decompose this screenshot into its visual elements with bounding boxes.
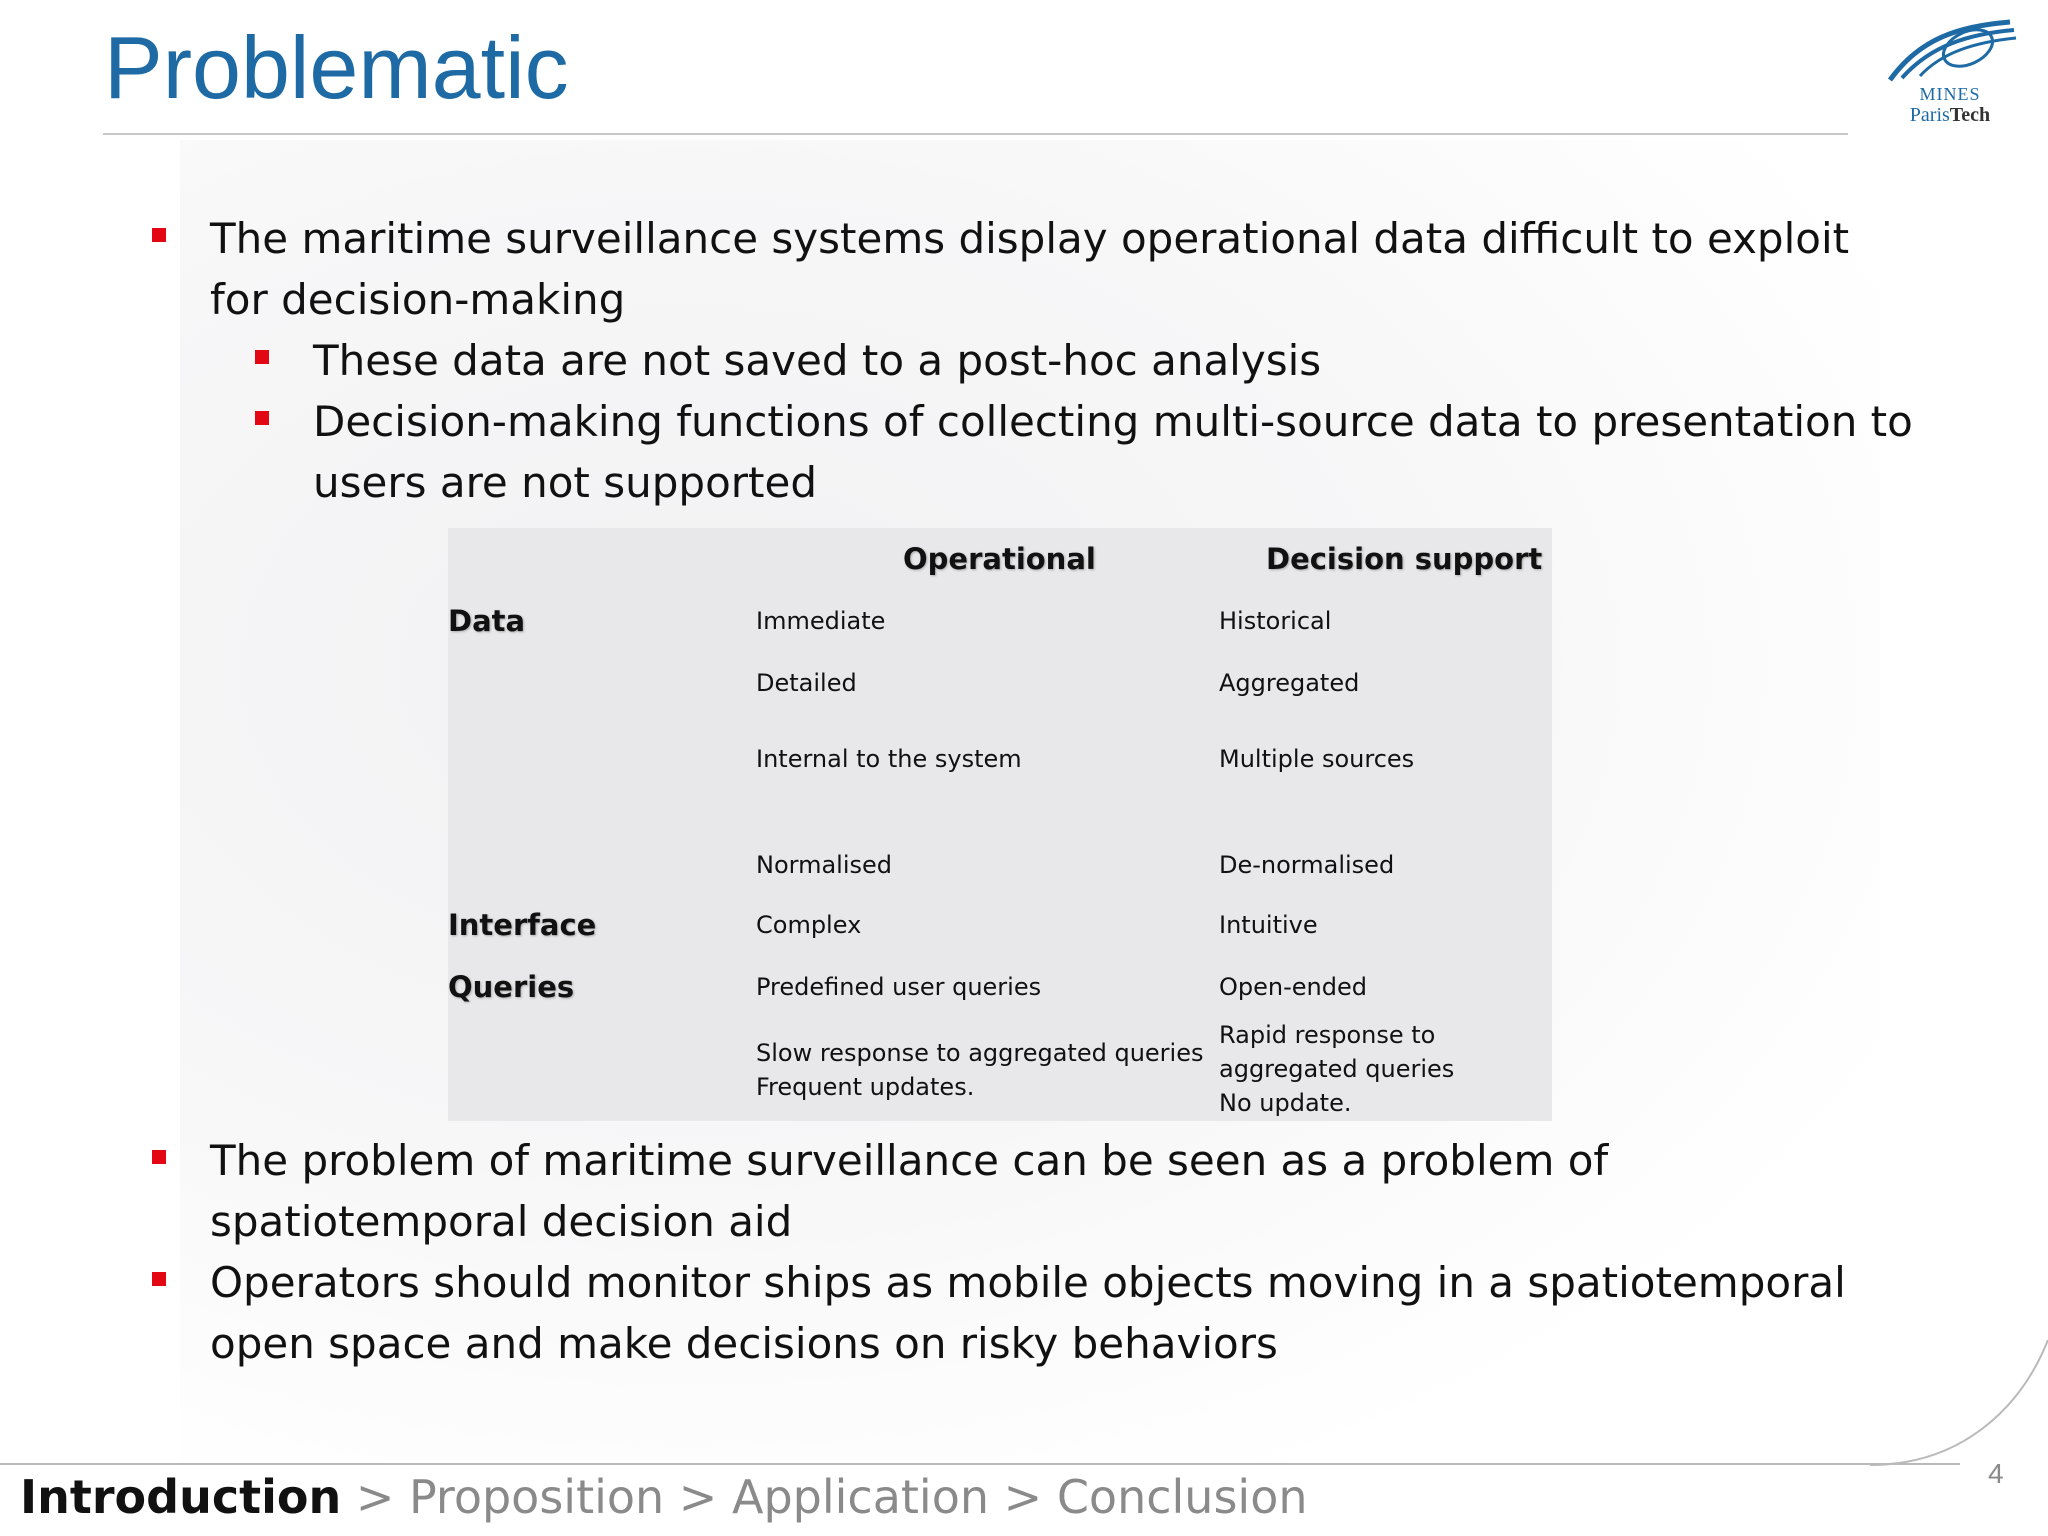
bullet-item [210, 208, 1910, 330]
table-cell: Normalised [756, 851, 893, 879]
mines-paristech-logo [1880, 18, 2020, 130]
bullet-item [210, 1252, 1910, 1374]
title-divider [103, 133, 1848, 135]
table-cell: Complex [756, 911, 862, 939]
column-header-decision-support: Decision support [1266, 542, 1543, 576]
table-cell: Intuitive [1219, 911, 1318, 939]
column-header-operational: Operational [903, 542, 1096, 576]
page-number: 4 [1988, 1458, 2004, 1489]
breadcrumb-separator: > [341, 1470, 409, 1524]
bullet-square-icon [255, 350, 269, 364]
breadcrumb-item: Conclusion [1056, 1470, 1308, 1524]
footer-curve-decoration [1870, 1330, 2048, 1470]
breadcrumb-current: Introduction [20, 1470, 342, 1524]
bullet-text: The maritime surveillance systems display operational data difficult to exploit for decision-making [210, 214, 1850, 324]
table-cell: Multiple sources [1219, 745, 1415, 773]
table-cell: Open-ended [1219, 973, 1367, 1001]
breadcrumb-item: Proposition [409, 1470, 665, 1524]
bullet-text: The problem of maritime surveillance can be seen as a problem of spatiotemporal decision aid [210, 1136, 1609, 1246]
footer-divider [0, 1463, 1960, 1465]
breadcrumb-item: Application [731, 1470, 990, 1524]
table-cell: Immediate [756, 607, 886, 635]
logo-swoosh-icon [1880, 18, 2020, 88]
table-cell: Rapid response to aggregated queries No update. [1219, 1021, 1455, 1117]
table-cell: Predefined user queries [756, 973, 1042, 1001]
bullet-text: Decision-making functions of collecting multi-source data to presentation to users are not supported [313, 397, 1913, 507]
table-cell: Detailed [756, 669, 857, 697]
row-label-interface: Interface [448, 908, 597, 942]
logo-paristech-text: ParisTech [1909, 104, 1991, 126]
table-cell: Historical [1219, 607, 1332, 635]
table-cell: Slow response to aggregated queries Frequent updates. [756, 1039, 1204, 1101]
row-label-data: Data [448, 604, 526, 638]
table-cell: De-normalised [1219, 851, 1395, 879]
table-cell: Internal to the system [756, 745, 1022, 773]
slide-title: Problematic [104, 18, 569, 117]
table-cell: Aggregated [1219, 669, 1360, 697]
bullet-text: Operators should monitor ships as mobile objects moving in a spatiotemporal open space and make decisions on risky behaviors [210, 1258, 1846, 1368]
breadcrumb-separator: > [989, 1470, 1057, 1524]
breadcrumb-separator: > [664, 1470, 732, 1524]
bullet-square-icon [255, 411, 269, 425]
logo-mines-text: MINES [1919, 84, 1981, 104]
sub-bullet-item [313, 330, 1913, 391]
comparison-table [448, 528, 1552, 1121]
row-label-queries: Queries [448, 970, 575, 1004]
sub-bullet-item [313, 391, 1913, 513]
bullet-square-icon [152, 1272, 166, 1286]
bullet-square-icon [152, 1150, 166, 1164]
bullet-text: These data are not saved to a post-hoc analysis [313, 336, 1322, 385]
breadcrumb [20, 1470, 1308, 1524]
bullet-item [210, 1130, 1910, 1252]
bullet-square-icon [152, 228, 166, 242]
